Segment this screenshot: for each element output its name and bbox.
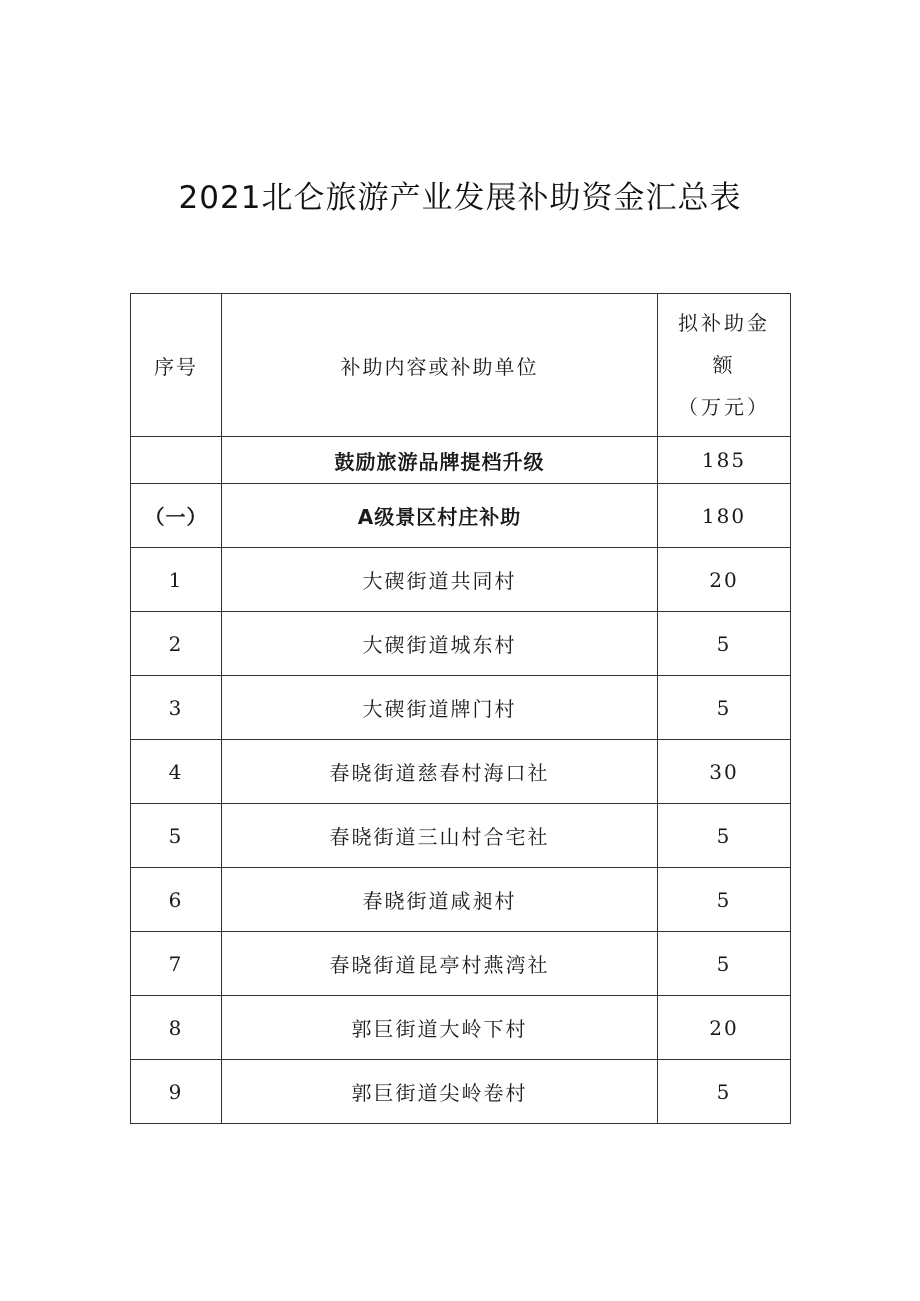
row-no: 1 <box>131 548 222 612</box>
table-row <box>131 804 791 868</box>
category-content: 鼓励旅游品牌提档升级 <box>222 437 658 484</box>
row-content: 春晓街道慈春村海口社 <box>222 740 658 804</box>
subsidy-summary-table <box>130 293 791 1124</box>
row-content: 大碶街道共同村 <box>222 548 658 612</box>
row-amount: 5 <box>658 612 791 676</box>
row-no: 3 <box>131 676 222 740</box>
table-row <box>131 1060 791 1124</box>
row-content: 郭巨街道大岭下村 <box>222 996 658 1060</box>
row-no: 4 <box>131 740 222 804</box>
header-amount-label: 拟补助金额 <box>678 311 770 377</box>
row-no: 6 <box>131 868 222 932</box>
table-row <box>131 868 791 932</box>
header-no: 序号 <box>131 294 222 437</box>
group-no: （一） <box>131 484 222 548</box>
row-amount: 5 <box>658 932 791 996</box>
header-amount <box>658 294 791 437</box>
row-content: 春晓街道三山村合宅社 <box>222 804 658 868</box>
row-no: 7 <box>131 932 222 996</box>
row-no: 9 <box>131 1060 222 1124</box>
header-amount-unit: （万元） <box>678 395 770 419</box>
table-row <box>131 676 791 740</box>
row-content: 大碶街道牌门村 <box>222 676 658 740</box>
row-no: 2 <box>131 612 222 676</box>
table-row <box>131 740 791 804</box>
group-row <box>131 484 791 548</box>
row-amount: 20 <box>658 996 791 1060</box>
table-header-row <box>131 294 791 437</box>
document-title: 2021北仑旅游产业发展补助资金汇总表 <box>178 180 742 216</box>
table-row <box>131 548 791 612</box>
header-content: 补助内容或补助单位 <box>222 294 658 437</box>
row-amount: 30 <box>658 740 791 804</box>
table-row <box>131 996 791 1060</box>
row-no: 8 <box>131 996 222 1060</box>
row-content: 春晓街道昆亭村燕湾社 <box>222 932 658 996</box>
row-no: 5 <box>131 804 222 868</box>
row-amount: 5 <box>658 804 791 868</box>
row-amount: 5 <box>658 676 791 740</box>
group-amount: 180 <box>658 484 791 548</box>
row-content: 郭巨街道尖岭卷村 <box>222 1060 658 1124</box>
row-content: 春晓街道咸昶村 <box>222 868 658 932</box>
table-row <box>131 932 791 996</box>
row-content: 大碶街道城东村 <box>222 612 658 676</box>
row-amount: 20 <box>658 548 791 612</box>
table-row <box>131 612 791 676</box>
category-row <box>131 437 791 484</box>
row-amount: 5 <box>658 868 791 932</box>
row-amount: 5 <box>658 1060 791 1124</box>
group-content: A级景区村庄补助 <box>222 484 658 548</box>
category-amount: 185 <box>658 437 791 484</box>
category-no <box>131 437 222 484</box>
